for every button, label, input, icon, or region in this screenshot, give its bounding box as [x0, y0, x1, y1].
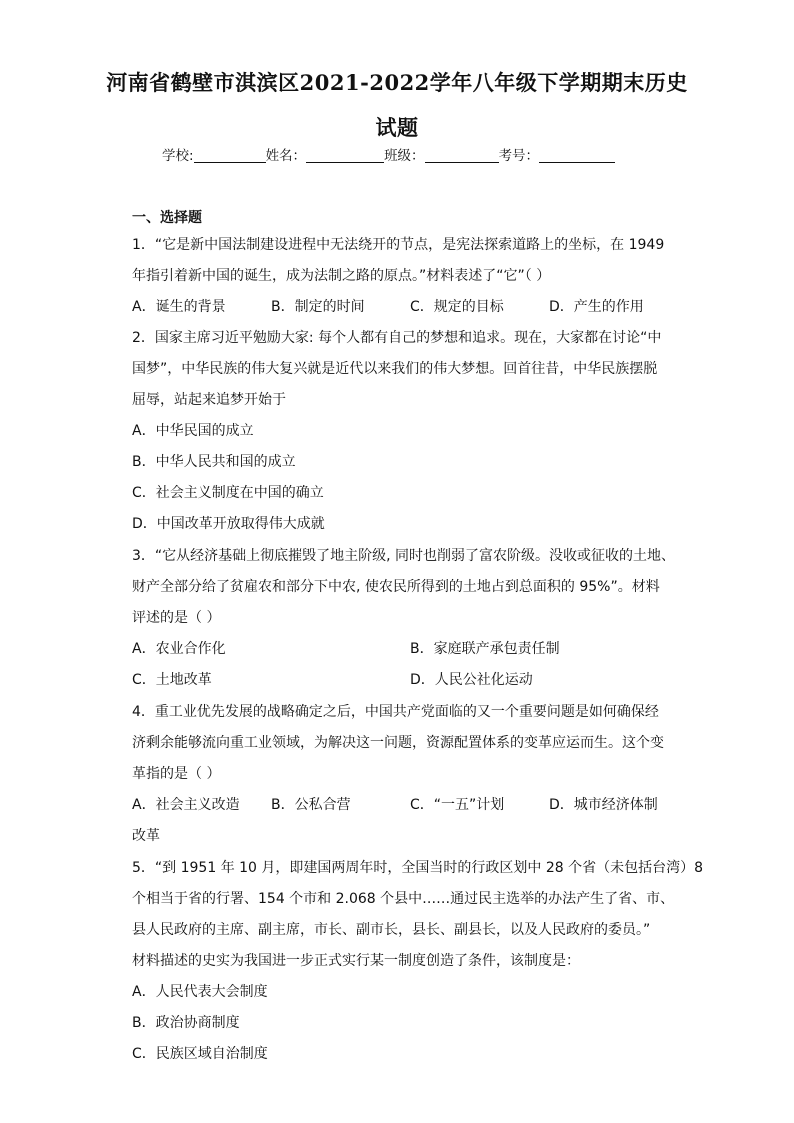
name-blank[interactable] — [306, 147, 384, 163]
question-2-option-a[interactable]: A．中华民国的成立 — [132, 423, 254, 439]
student-info-row — [162, 144, 615, 164]
question-3-option-c[interactable]: C．土地改革 — [132, 672, 212, 688]
question-5-line-2: 个相当于省的行署、154 个市和 2.068 个县中……通过民主选举的办法产生了省、市、 — [132, 891, 675, 907]
name-label: 姓名： — [265, 148, 307, 164]
question-4-line-1: 4．重工业优先发展的战略确定之后，中国共产党面临的又一个重要问题是如何确保经 — [132, 704, 659, 720]
question-3-option-d[interactable]: D．人民公社化运动 — [410, 672, 533, 688]
question-2-option-d[interactable]: D．中国改革开放取得伟大成就 — [132, 516, 325, 532]
class-label: 班级： — [384, 148, 425, 164]
question-4-option-b[interactable]: B．公私合营 — [271, 797, 351, 813]
exam-title-line2: 试题 — [375, 115, 419, 140]
school-label: 学校: — [162, 148, 194, 164]
question-4-option-d[interactable]: D．城市经济体制 — [549, 797, 658, 813]
school-blank[interactable] — [194, 147, 266, 163]
question-5-option-b[interactable]: B．政治协商制度 — [132, 1015, 240, 1031]
question-5-line-4: 材料描述的史实为我国进一步正式实行某一制度创造了条件，该制度是： — [132, 953, 580, 969]
question-5-line-3: 县人民政府的主席、副主席，市长、副市长，县长、副县长，以及人民政府的委员。” — [132, 922, 651, 938]
question-4-line-2: 济剩余能够流向重工业领域，为解决这一问题，资源配置体系的变革应运而生。这个变 — [132, 735, 664, 751]
question-3-option-a[interactable]: A．农业合作化 — [132, 641, 226, 657]
question-4-option-c[interactable]: C．“一五”计划 — [410, 797, 505, 813]
question-5-line-1: 5．“到 1951 年 10 月，即建国两周年时，全国当时的行政区划中 28 个省（未包括台湾）8 — [132, 860, 704, 876]
question-3-line-2: 财产全部分给了贫雇农和部分下中农, 使农民所得到的土地占到总面积的 95%”。材料 — [132, 579, 660, 595]
question-1-line-1: 1．“它是新中国法制建设进程中无法绕开的节点，是宪法探索道路上的坐标，在 1949 — [132, 237, 665, 253]
question-5-option-c[interactable]: C．民族区域自治制度 — [132, 1046, 268, 1062]
question-3-line-3: 评述的是（ ） — [132, 610, 221, 626]
question-2-line-3: 屈辱，站起来追梦开始于 — [132, 392, 286, 408]
question-1-option-c[interactable]: C．规定的目标 — [410, 299, 504, 315]
question-4-option-d-wrap: 改革 — [132, 828, 160, 844]
question-5-option-a[interactable]: A．人民代表大会制度 — [132, 984, 268, 1000]
question-2-line-1: 2．国家主席习近平勉励大家: 每个人都有自己的梦想和追求。现在，大家都在讨论“中 — [132, 330, 662, 346]
exam-title-line1: 河南省鹤壁市淇滨区2021-2022学年八年级下学期期末历史 — [106, 70, 688, 95]
exam-number-label: 考号： — [498, 148, 540, 164]
exam-number-blank[interactable] — [539, 147, 615, 163]
question-1-line-2: 年指引着新中国的诞生，成为法制之路的原点。”材料表述了“它”（ ） — [132, 268, 551, 284]
question-4-option-a[interactable]: A．社会主义改造 — [132, 797, 240, 813]
class-blank[interactable] — [425, 147, 499, 163]
question-2-option-b[interactable]: B．中华人民共和国的成立 — [132, 454, 296, 470]
question-3-option-b[interactable]: B．家庭联产承包责任制 — [410, 641, 560, 657]
question-3-line-1: 3．“它从经济基础上彻底摧毁了地主阶级, 同时也削弱了富农阶级。没收或征收的土地、 — [132, 548, 676, 564]
question-2-line-2: 国梦”，中华民族的伟大复兴就是近代以来我们的伟大梦想。回首往昔，中华民族摆脱 — [132, 361, 658, 377]
question-1-option-a[interactable]: A．诞生的背景 — [132, 299, 226, 315]
question-1-option-b[interactable]: B．制定的时间 — [271, 299, 365, 315]
question-2-option-c[interactable]: C．社会主义制度在中国的确立 — [132, 485, 324, 501]
section-heading: 一、选择题 — [132, 210, 202, 226]
question-1-option-d[interactable]: D．产生的作用 — [549, 299, 644, 315]
question-4-line-3: 革指的是（ ） — [132, 766, 221, 782]
